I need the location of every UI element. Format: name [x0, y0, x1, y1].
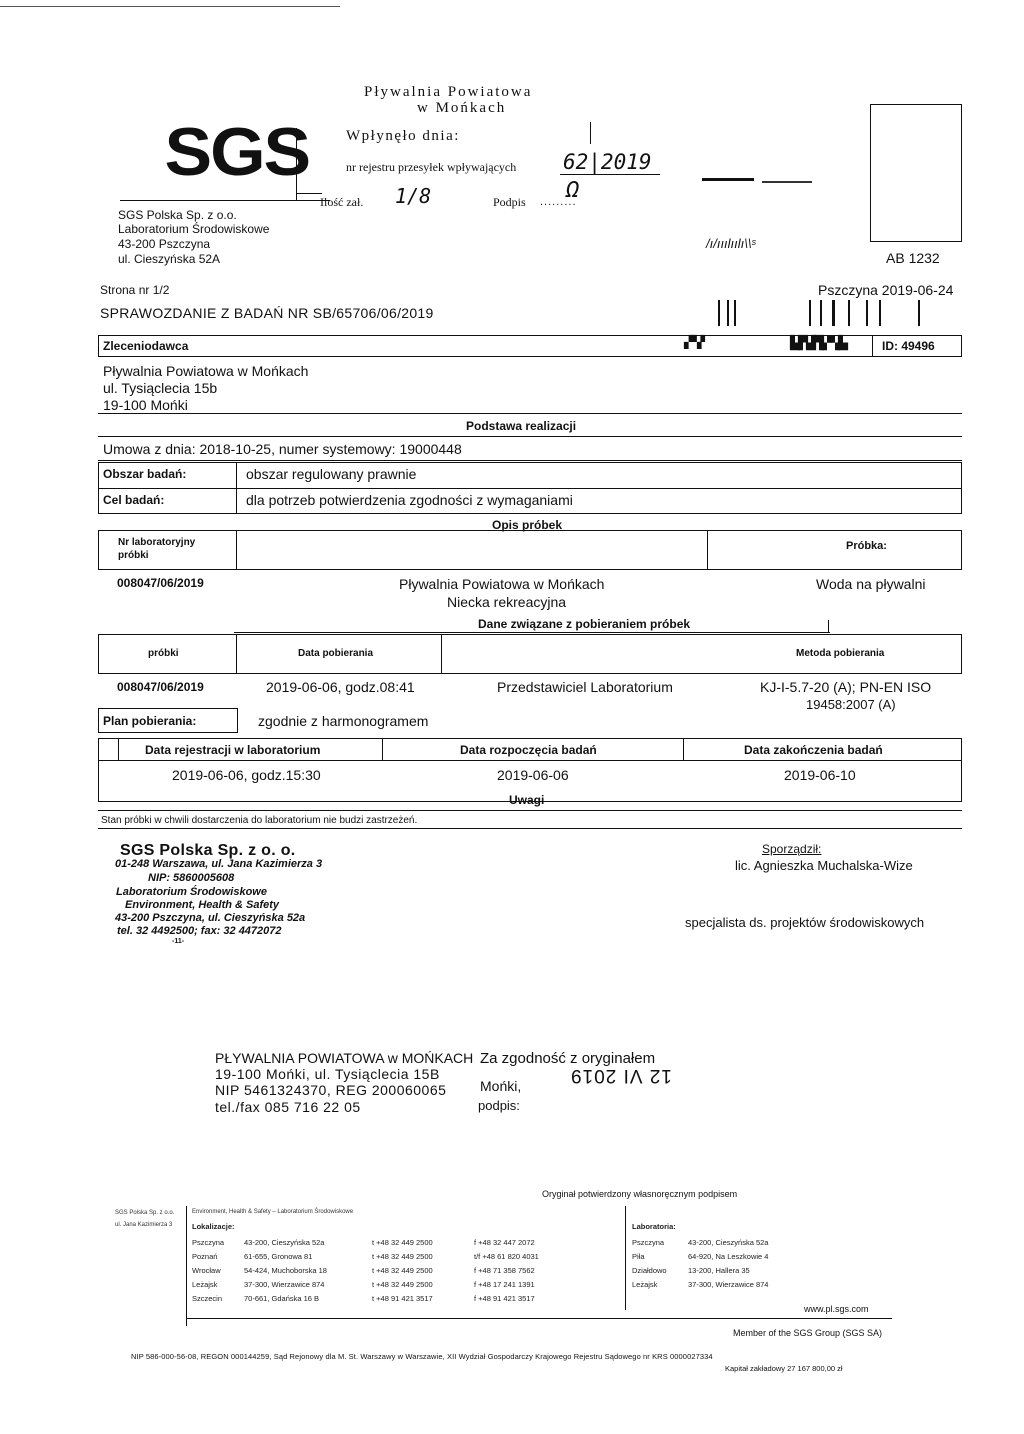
loc-1-city: Pszczyna	[192, 1238, 225, 1247]
conformity-date-stamp: 12 VI 2019	[570, 1065, 672, 1086]
loc-2-addr: 61-655, Gronowa 81	[244, 1252, 313, 1261]
notes-line	[98, 810, 962, 811]
purpose-value: dla potrzeb potwierdzenia zgodności z wymaganiami	[246, 492, 573, 508]
notes-header: Uwagi	[509, 793, 545, 807]
dates-div-2	[382, 738, 383, 760]
stamp-signature: Ω	[566, 178, 580, 203]
stamp-side-line	[296, 193, 322, 194]
page-number: Strona nr 1/2	[100, 283, 170, 297]
lab-1-city: Pszczyna	[632, 1238, 665, 1247]
loc-4-tel: t +48 32 449 2500	[372, 1280, 433, 1289]
sampling-col-div-2	[441, 634, 442, 674]
basis-header: Podstawa realizacji	[466, 419, 577, 433]
stamp-received: Wpłynęło dnia:	[346, 128, 460, 144]
sample-row-type: Woda na pływalni	[816, 576, 926, 592]
sampling-line-r	[828, 620, 829, 632]
client-stamp-l4: tel./fax 085 716 22 05	[215, 1099, 361, 1115]
area-label: Obszar badań:	[103, 467, 187, 481]
basis-contract: Umowa z dnia: 2018-10-25, numer systemowy: 19000448	[103, 441, 462, 457]
client-name: Pływalnia Powiatowa w Mońkach	[103, 363, 309, 379]
stamp-register-underline	[560, 174, 660, 175]
scope-mid	[98, 488, 962, 489]
sgs-stamp-l2: 01-248 Warszawa, ul. Jana Kazimierza 3	[115, 858, 323, 870]
sample-row-subplace: Niecka rekreacyjna	[447, 594, 567, 610]
lab-3-city: Działdowo	[632, 1266, 667, 1275]
sampling-col-method: Metoda pobierania	[796, 648, 885, 659]
original-note: Oryginał potwierdzony własnoręcznym podpisem	[542, 1189, 738, 1199]
basis-line	[98, 436, 962, 437]
reg-date-label: Data rejestracji w laboratorium	[145, 743, 321, 757]
scan-mark-2	[762, 181, 812, 183]
lab-4-addr: 37-300, Wierzawice 874	[688, 1280, 769, 1289]
dates-mid	[98, 760, 962, 761]
dates-div-1	[118, 738, 119, 760]
scan-noise: ▞▚▘	[684, 335, 709, 349]
stamp-attachments-label: Ilość zał.	[320, 195, 364, 209]
conformity-sign: podpis:	[478, 1098, 520, 1113]
samples-col-div-1	[236, 530, 237, 570]
client-stamp-l2: 19-100 Mońki, ul. Tysiąclecia 15B	[215, 1066, 440, 1082]
lab-2-city: Piła	[632, 1252, 645, 1261]
footer-member: Member of the SGS Group (SGS SA)	[733, 1328, 883, 1338]
loc-2-city: Poznań	[192, 1252, 218, 1261]
footer-www: www.pl.sgs.com	[804, 1304, 869, 1314]
lab-city: 43-200 Pszczyna	[118, 237, 211, 251]
loc-5-addr: 70-661, Gdańska 16 B	[244, 1294, 320, 1303]
sampling-row-date: 2019-06-06, godz.08:41	[266, 679, 415, 695]
notes-bottom	[98, 828, 962, 829]
samples-header: Opis próbek	[492, 518, 563, 532]
footer-company-addr: ul. Jana Kazimierza 3	[115, 1222, 173, 1228]
sampling-header: Dane związane z pobieraniem próbek	[478, 617, 691, 631]
sgs-stamp-l3: NIP: 5860005608	[148, 872, 235, 884]
sample-row-place: Pływalnia Powiatowa w Mońkach	[399, 576, 605, 592]
client-street: ul. Tysiąclecia 15b	[103, 380, 218, 396]
start-date-label: Data rozpoczęcia badań	[460, 743, 597, 757]
lab-name: SGS Polska Sp. z o.o.	[118, 208, 237, 222]
samples-col-sample: Próbka:	[846, 540, 887, 552]
loc-5-city: Szczecin	[192, 1294, 223, 1303]
client-stamp-l1: PŁYWALNIA POWIATOWA w MOŃKACH	[215, 1050, 474, 1066]
lab-2-addr: 64-920, Na Leszkowie 4	[688, 1252, 769, 1261]
dates-div-3	[683, 738, 684, 760]
end-date-value: 2019-06-10	[784, 767, 856, 783]
footer-legal: NIP 586-000-56-08, REGON 000144259, Sąd Rejonowy dla M. St. Warszawy w Warszawie, XII Wydział Gospodarczy Krajowego Rejestru Sądowego nr KRS 0000027334	[131, 1352, 713, 1361]
stamp-line	[590, 122, 591, 144]
place-date: Pszczyna 2019-06-24	[818, 282, 954, 298]
loc-4-addr: 37-300, Wierzawice 874	[244, 1280, 325, 1289]
scope-divider	[236, 462, 237, 514]
lab-3-addr: 13-200, Hallera 35	[688, 1266, 750, 1275]
footer-divider-2	[625, 1206, 626, 1310]
scan-mark-ticks: /ı/ııılıılı\\ˢ	[706, 236, 756, 251]
loc-3-tel: t +48 32 449 2500	[372, 1266, 433, 1275]
accreditation-box-right	[961, 104, 962, 242]
logo-underline	[120, 200, 330, 201]
footer-labs-label: Laboratoria:	[632, 1222, 676, 1231]
loc-1-addr: 43-200, Cieszyńska 52a	[244, 1238, 325, 1247]
loc-5-tel: t +48 91 421 3517	[372, 1294, 433, 1303]
sgs-stamp-l4: Laboratorium Środowiskowe	[116, 886, 267, 898]
reg-date-value: 2019-06-06, godz.15:30	[172, 767, 321, 783]
scan-edge-line	[0, 6, 340, 7]
purpose-label: Cel badań:	[103, 493, 165, 507]
loc-3-city: Wrocław	[192, 1266, 221, 1275]
loc-2-tel: t +48 32 449 2500	[372, 1252, 433, 1261]
lab-4-city: Leżajsk	[632, 1280, 658, 1289]
client-stamp-l3: NIP 5461324370, REG 200060065	[215, 1082, 447, 1098]
start-date-value: 2019-06-06	[497, 767, 569, 783]
samples-col-div-2	[707, 530, 708, 570]
lab-street: ul. Cieszyńska 52A	[118, 252, 221, 266]
author-name: lic. Agnieszka Muchalska-Wize	[735, 858, 913, 873]
sampling-row-method-2: 19458:2007 (A)	[806, 697, 896, 712]
client-city: 19-100 Mońki	[103, 397, 188, 413]
plan-value: zgodnie z harmonogramem	[258, 713, 429, 729]
footer-locations-label: Lokalizacje:	[192, 1222, 235, 1231]
loc-3-fax: f +48 71 358 7562	[474, 1266, 535, 1275]
footer-company: SGS Polska Sp. z o.o.	[115, 1210, 175, 1216]
samples-col-lab-no: Nr laboratoryjny próbki	[118, 537, 196, 561]
sampling-col-sample: próbki	[148, 648, 179, 659]
footer-capital: Kapitał zakładowy 27 167 800,00 zł	[725, 1364, 843, 1373]
lab-dept: Laboratorium Środowiskowe	[118, 222, 270, 236]
sgs-stamp-l6: 43-200 Pszczyna, ul. Cieszyńska 52a	[115, 912, 306, 924]
loc-1-fax: f +48 32 447 2072	[474, 1238, 535, 1247]
footer-divider-1	[186, 1206, 187, 1326]
client-underline	[98, 413, 962, 414]
stamp-dotted: .........	[540, 196, 577, 208]
end-date-label: Data zakończenia badań	[744, 743, 883, 757]
scan-mark-1	[702, 178, 754, 181]
sampling-line	[234, 632, 830, 633]
stamp-sign-label: Podpis	[493, 195, 526, 209]
sgs-stamp-l5: Environment, Health & Safety	[125, 899, 280, 911]
accreditation-box	[870, 104, 962, 242]
accreditation-code: AB 1232	[886, 250, 940, 266]
author-role: specjalista ds. projektów środowiskowych	[685, 915, 925, 930]
loc-5-fax: f +48 91 421 3517	[474, 1294, 535, 1303]
lab-1-addr: 43-200, Cieszyńska 52a	[688, 1238, 769, 1247]
stamp-register-value: 62|2019	[563, 150, 652, 174]
author-label: Sporządził:	[762, 842, 822, 856]
report-title: SPRAWOZDANIE Z BADAŃ NR SB/65706/06/2019	[100, 305, 434, 321]
plan-label: Plan pobierania:	[103, 714, 197, 728]
sgs-stamp-l7: tel. 32 4492500; fax: 32 4472072	[117, 925, 282, 937]
sampling-row-by: Przedstawiciel Laboratorium	[497, 679, 673, 695]
logo-divider	[296, 128, 297, 200]
basis-bottom	[98, 460, 962, 461]
stamp-attachments-value: 1/8	[395, 184, 432, 208]
stamp-title-2: w Mońkach	[417, 100, 507, 116]
footer-rule	[186, 1318, 892, 1319]
sampling-col-div-1	[236, 634, 237, 674]
id-divider	[872, 335, 873, 357]
conformity-l1: Za zgodność z oryginałem	[480, 1050, 656, 1067]
samples-header-box	[98, 530, 962, 570]
loc-4-city: Leżajsk	[192, 1280, 218, 1289]
sgs-stamp-l1: SGS Polska Sp. z o. o.	[120, 842, 296, 859]
sample-row-lab-no: 008047/06/2019	[117, 576, 204, 590]
loc-2-fax: t/f +48 61 820 4031	[474, 1252, 539, 1261]
conformity-l2: Mońki,	[480, 1078, 522, 1094]
sampling-row-lab-no: 008047/06/2019	[117, 680, 204, 694]
client-id: ID: 49496	[882, 339, 935, 353]
footer-division: Environment, Health & Safety – Laboratorium Środowiskowe	[192, 1209, 354, 1215]
scan-noise-2: ▙▛▟▜▞▚▙	[790, 335, 846, 350]
area-value: obszar regulowany prawnie	[246, 466, 417, 482]
sgs-logo: SGS	[164, 114, 310, 190]
loc-3-addr: 54-424, Muchoborska 18	[244, 1266, 327, 1275]
stamp-title-1: Pływalnia Powiatowa	[364, 84, 533, 100]
client-header: Zleceniodawca	[103, 339, 189, 353]
stamp-register-label: nr rejestru przesyłek wpływających	[346, 160, 517, 174]
loc-1-tel: t +48 32 449 2500	[372, 1238, 433, 1247]
loc-4-fax: f +48 17 241 1391	[474, 1280, 535, 1289]
sgs-stamp-l8: -11-	[172, 938, 185, 945]
notes-text: Stan próbki w chwili dostarczenia do laboratorium nie budzi zastrzeżeń.	[101, 815, 418, 826]
sampling-col-date: Data pobierania	[298, 648, 374, 659]
sampling-row-method-1: KJ-I-5.7-20 (A); PN-EN ISO	[760, 679, 932, 695]
